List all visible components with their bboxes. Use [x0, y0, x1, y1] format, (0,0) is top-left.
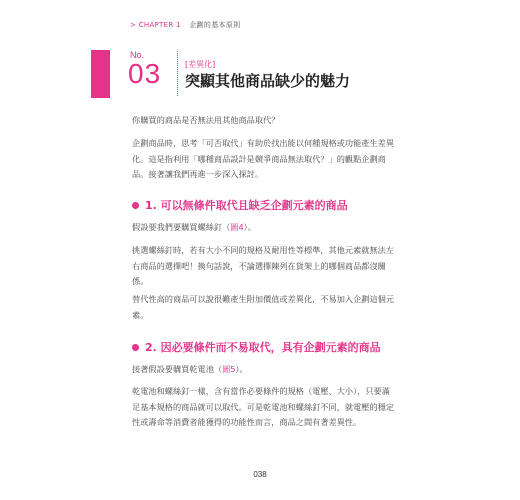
subheading-2: [132, 339, 381, 355]
section-title: 突顯其他商品缺少的魅力: [185, 72, 351, 90]
s2-paragraph-1: [132, 362, 396, 378]
page-number: 038: [253, 470, 267, 479]
bullet-icon: [132, 344, 139, 351]
subheading-1-text: 1. 可以無條件取代且缺乏企劃元素的商品: [145, 199, 348, 212]
s1-paragraph-2: 挑選螺絲釘時，若有大小不同的規格及耐用性等標準，其他元素就無法左右商品的選擇吧！換句話說，不論選擇陳列在貨架上的哪個商品都沒關係。: [132, 245, 395, 286]
section-marker-block: [91, 50, 110, 98]
chapter-title: 企劃的基本原則: [189, 21, 241, 29]
s1-paragraph-1: [132, 220, 396, 236]
s1-p1-pre: 假設要我們要購買螺絲釘（: [132, 222, 231, 232]
s2-p1-post: ）。: [235, 364, 248, 374]
section-no-label: No.: [130, 50, 145, 60]
section-subtag: [差異化]: [185, 60, 216, 69]
figure-ref-5: 圖5: [222, 364, 236, 374]
s1-p1-post: ）。: [243, 222, 256, 232]
bullet-icon: [132, 202, 139, 209]
intro-paragraph-2: 企劃商品時，思考「可否取代」有助於找出能以何種規格或功能產生差異化。這是指利用「哪種商品設計是競爭商品無法取代？」的觀點企劃商品。接著讓我們再進一步深入探討。: [132, 138, 395, 179]
section-number: 03: [128, 58, 162, 89]
s2-p1-pre: 接著假設要購買乾電池（: [132, 364, 223, 374]
chapter-header: [130, 20, 240, 30]
chapter-tag: > CHAPTER 1: [130, 21, 181, 29]
s1-paragraph-3: 替代性高的商品可以說很難產生附加價值或差異化，不易加入企劃這個元素。: [132, 294, 395, 320]
subheading-2-text: 2. 因必要條件而不易取代，具有企劃元素的商品: [145, 341, 381, 354]
s2-paragraph-2: 乾電池和螺絲釘一樣，含有當作必要條件的規格（電壓、大小），只要滿足基本規格的商品就可以取代。可是乾電池和螺絲釘不同，就電壓的穩定性或壽命等消費者能獲得的功能性而言，商品之間有著差異性。: [132, 386, 395, 427]
divider: [177, 51, 178, 96]
subheading-1: [132, 197, 348, 213]
figure-ref-4: 圖4: [230, 222, 244, 232]
intro-paragraph-1: 你購買的商品是否無法用其他商品取代？: [132, 115, 280, 125]
